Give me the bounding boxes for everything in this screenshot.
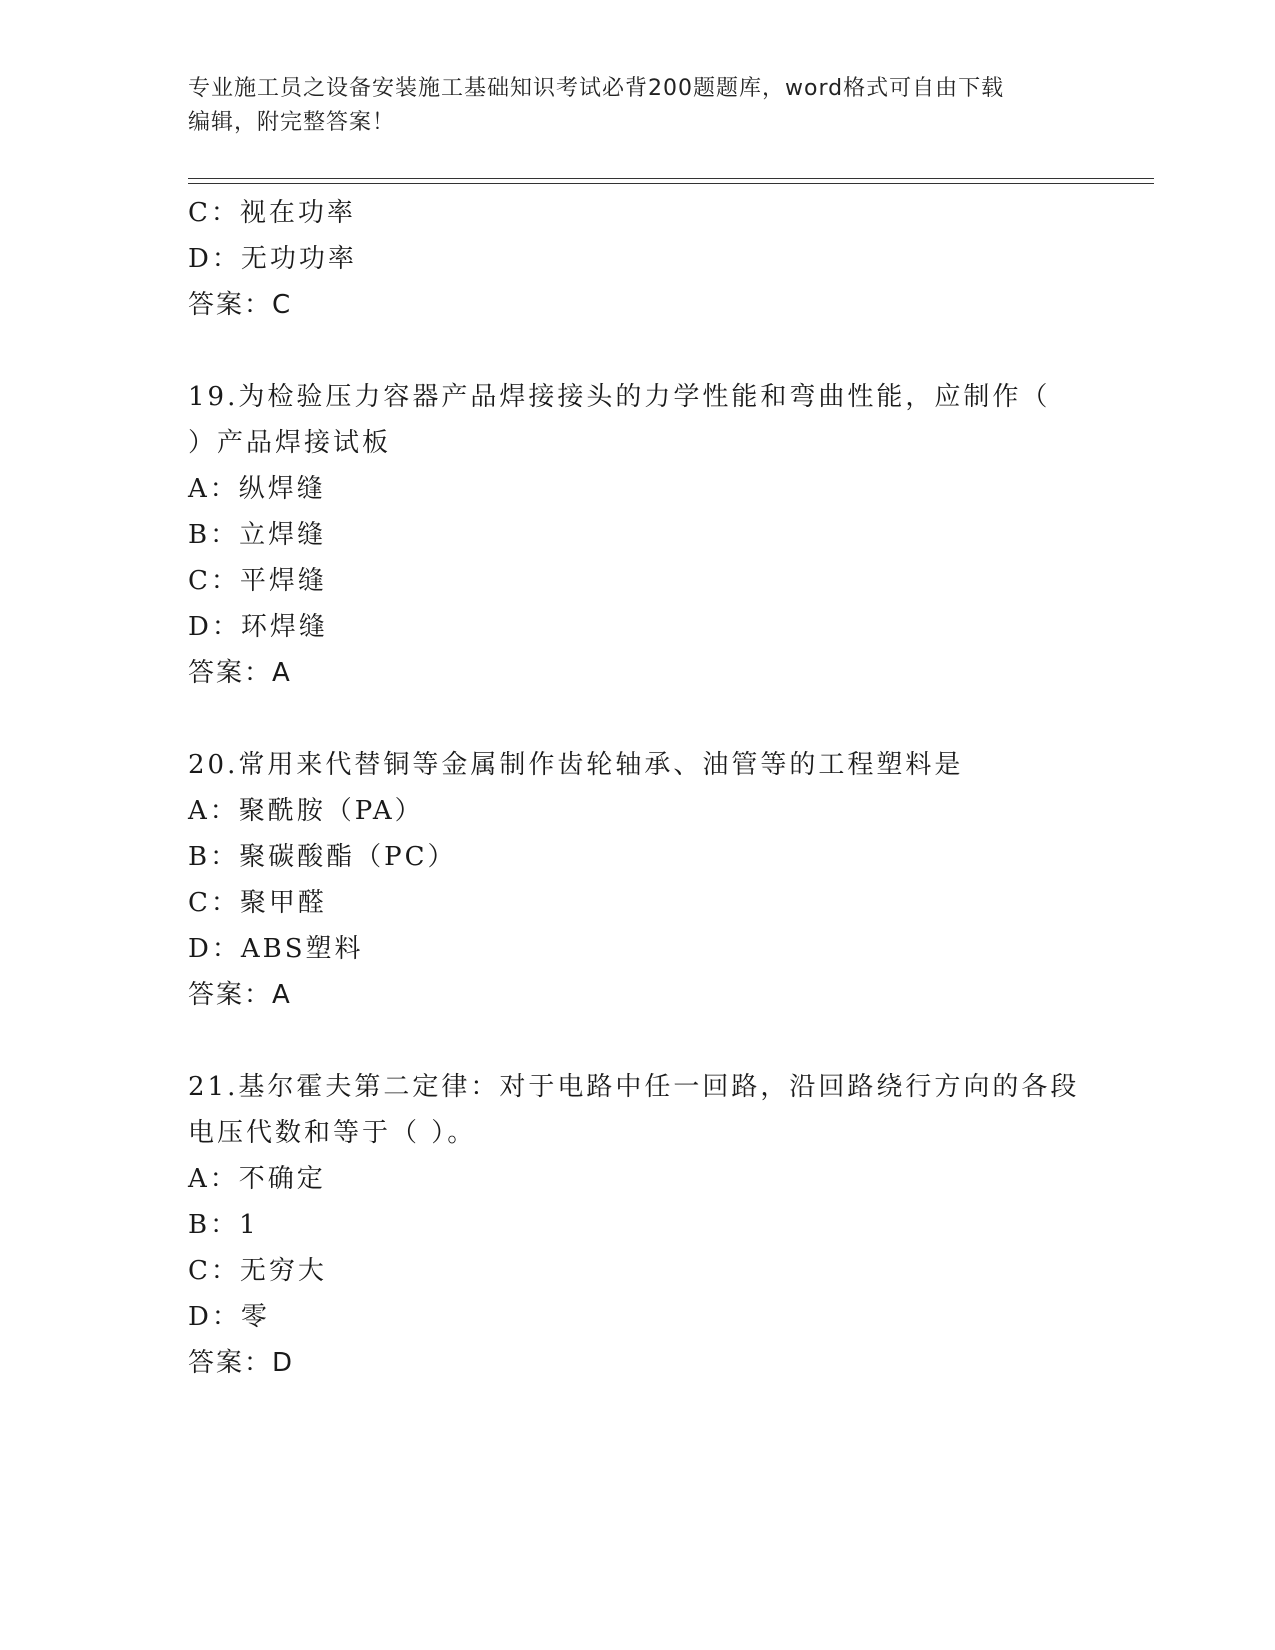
option-d: D：ABS塑料 (188, 934, 364, 964)
option-c: C：无穷大 (188, 1256, 327, 1286)
option-d: D：无功功率 (188, 244, 357, 274)
document-header (188, 72, 1088, 140)
answer-line: 答案：A (188, 980, 292, 1010)
header-title-line-1: 专业施工员之设备安装施工基础知识考试必背200题题库，word格式可自由下载 (188, 76, 1005, 101)
question-19 (188, 374, 1088, 696)
spacer (188, 1018, 1088, 1064)
option-b: B：1 (188, 1210, 259, 1240)
question-prev-tail (188, 190, 1088, 328)
question-stem: 21.基尔霍夫第二定律：对于电路中任一回路，沿回路绕行方向的各段 (188, 1072, 1080, 1102)
answer-line: 答案：D (188, 1348, 295, 1378)
header-divider-bottom (188, 183, 1154, 184)
question-stem: 20.常用来代替铜等金属制作齿轮轴承、油管等的工程塑料是 (188, 750, 964, 780)
option-a: A：不确定 (188, 1164, 326, 1194)
header-divider-top (188, 178, 1154, 179)
option-c: C：视在功率 (188, 198, 356, 228)
option-d: D：零 (188, 1302, 270, 1332)
question-stem-continued: ）产品焊接试板 (188, 428, 392, 458)
option-c: C：平焊缝 (188, 566, 327, 596)
answer-line: 答案：C (188, 290, 293, 320)
question-21 (188, 1064, 1088, 1386)
option-a: A：纵焊缝 (188, 474, 326, 504)
question-20 (188, 742, 1088, 1018)
spacer (188, 328, 1088, 374)
question-list (188, 190, 1088, 1386)
question-stem: 19.为检验压力容器产品焊接接头的力学性能和弯曲性能，应制作（ (188, 382, 1051, 412)
spacer (188, 696, 1088, 742)
header-title-line-2: 编辑，附完整答案！ (188, 110, 396, 135)
option-d: D：环焊缝 (188, 612, 328, 642)
question-stem-continued: 电压代数和等于（ ）。 (188, 1118, 477, 1148)
answer-line: 答案：A (188, 658, 292, 688)
option-c: C：聚甲醛 (188, 888, 327, 918)
option-b: B：聚碳酸酯（PC） (188, 842, 457, 872)
option-b: B：立焊缝 (188, 520, 327, 550)
option-a: A：聚酰胺（PA） (188, 796, 424, 826)
